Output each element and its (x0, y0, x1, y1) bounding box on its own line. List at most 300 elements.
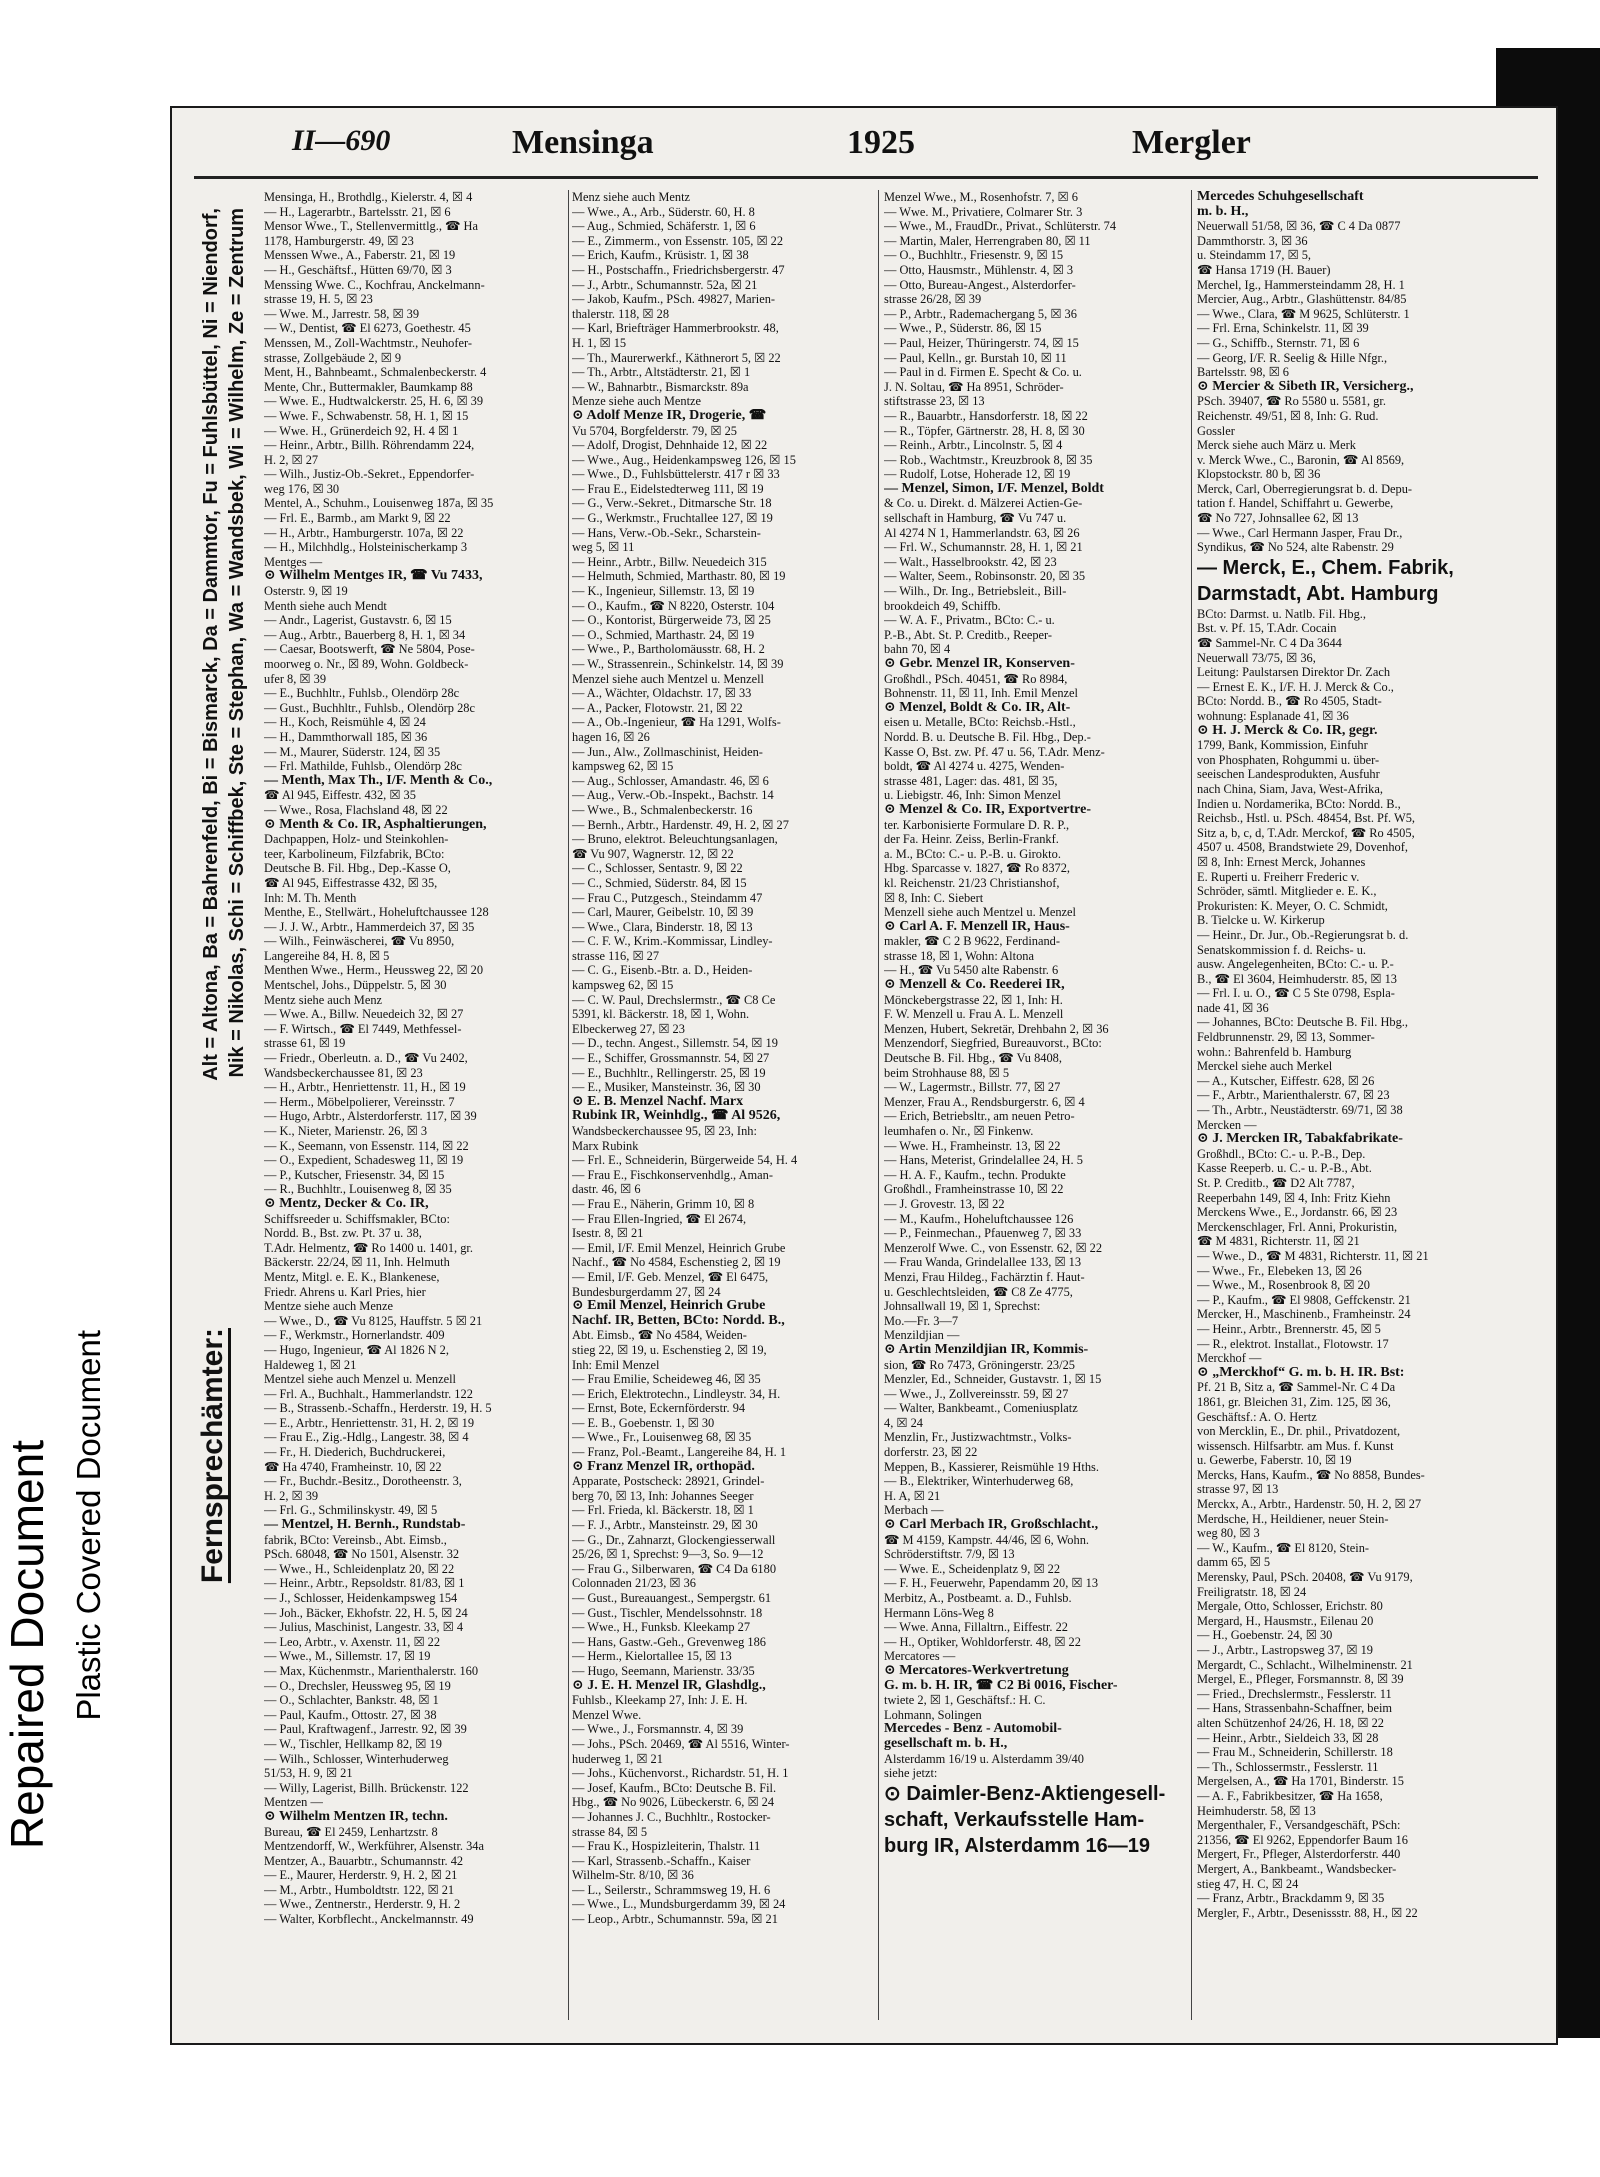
directory-entry: bahn 70, ☒ 4 (884, 642, 951, 657)
directory-entry: — Wwe., A., Arb., Süderstr. 60, H. 8 (572, 204, 755, 219)
directory-entry: ⊙ Carl Merbach IR, Großschlacht., (884, 1518, 1099, 1533)
directory-entry: Reeperbahn 149, ☒ 4, Inh: Fritz Kiehn (1197, 1190, 1391, 1205)
directory-entry: Abt. Eimsb., ☎ No 4584, Weiden- (572, 1328, 747, 1343)
directory-entry: schaft, Verkaufsstelle Ham- (884, 1808, 1145, 1831)
directory-entry: — Paul in d. Firmen E. Specht & Co. u. (884, 365, 1082, 380)
directory-entry: stiftstrasse 23, ☒ 13 (884, 394, 985, 409)
directory-entry: sion, ☎ Ro 7473, Gröningerstr. 23/25 (884, 1357, 1075, 1372)
directory-entry: 4, ☒ 24 (884, 1415, 923, 1430)
directory-entry: — Gust., Bureauangest., Sempergstr. 61 (572, 1591, 772, 1605)
directory-entry: Merckenschlager, Frl. Anni, Prokuristin, (1197, 1219, 1398, 1234)
directory-entry: — L., Seilerstr., Schrammsweg 19, H. 6 (572, 1882, 771, 1897)
directory-entry: Osterstr. 9, ☒ 19 (264, 584, 348, 599)
directory-entry: — Jakob, Kaufm., PSch. 49827, Marien- (572, 292, 776, 307)
directory-entry: — Wwe., Rosa, Flachsland 48, ☒ 22 (264, 802, 448, 817)
directory-entry: ⊙ J. E. H. Menzel IR, Glashdlg., (572, 1678, 766, 1693)
directory-entry: — Frau E., Näherin, Grimm 10, ☒ 8 (572, 1196, 755, 1211)
directory-entry: ☎ M 4159, Kampstr. 44/46, ☒ 6, Wohn. (884, 1532, 1089, 1547)
directory-entry: — Wwe., Fr., Louisenweg 68, ☒ 35 (572, 1430, 752, 1445)
directory-entry: — Wilh., Feinwäscherei, ☎ Vu 8950, (264, 934, 455, 949)
directory-entry: ⊙ Gebr. Menzel IR, Konserven- (884, 657, 1075, 671)
directory-entry: — O., Schlachter, Bankstr. 48, ☒ 1 (264, 1693, 439, 1708)
directory-entry: — Reinh., Arbtr., Lincolnstr. 5, ☒ 4 (884, 438, 1063, 453)
directory-entry: Langereihe 84, H. 8, ☒ 5 (264, 948, 390, 963)
directory-entry: 1799, Bank, Kommission, Einfuhr (1197, 738, 1368, 753)
directory-entry: — Wilh., Dr. Ing., Betriebsleit., Bill- (884, 584, 1067, 599)
directory-entry: — Herm., Kielortallee 15, ☒ 13 (572, 1649, 732, 1664)
page-header (172, 108, 1556, 170)
directory-entry: — E., Zimmerm., von Essenstr. 105, ☒ 22 (572, 233, 784, 248)
directory-entry: — Gust., Buchhltr., Fuhlsb., Olendörp 28c (264, 700, 475, 715)
directory-entry: J. N. Soltau, ☎ Ha 8951, Schröder- (884, 379, 1064, 394)
directory-entry: u. Geschlechtsleiden, ☎ C8 Ze 4775, (884, 1284, 1073, 1299)
first-entry-name: Mensinga (512, 124, 654, 161)
directory-entry: Mercier, Aug., Arbtr., Glashüttenstr. 84/85 (1197, 292, 1407, 307)
directory-entry: — B., Elektriker, Winterhuderweg 68, (884, 1474, 1074, 1489)
directory-entry: — Heinr., Arbtr., Repsoldstr. 81/83, ☒ 1 (264, 1576, 465, 1591)
directory-entry: Mentzendorff, W., Werkführer, Alsenstr. 34a (264, 1839, 484, 1854)
directory-entry: — Wwe. F., Schwabenstr. 58, H. 1, ☒ 15 (264, 408, 469, 423)
directory-entry: Nordd. B., Bst. zw. Pt. 37 u. 38, (264, 1226, 422, 1241)
phone-strip-line-a: Alt = Altona, Ba = Bahrenfeld, Bi = Bismarck, Da = Dammtor, Fu = Fuhlsbüttel, Ni = Niendorf, (200, 208, 222, 1081)
directory-entry: Inh: Emil Menzel (572, 1357, 660, 1372)
directory-entry: — Johannes J. C., Buchhltr., Rostocker- (572, 1809, 771, 1824)
directory-entry: — Hans, Meterist, Grindelallee 24, H. 5 (884, 1153, 1083, 1168)
directory-entry: Merckens Wwe., E., Jordanstr. 66, ☒ 23 (1197, 1205, 1398, 1220)
directory-entry: strasse, Zollgebäude 2, ☒ 9 (264, 350, 402, 365)
directory-entry: Merbitz, A., Postbeamt. a. D., Fuhlsb. (884, 1591, 1072, 1605)
directory-entry: — Menth, Max Th., I/F. Menth & Co., (264, 773, 493, 788)
directory-entry: Mergert, A., Bankbeamt., Wandsbecker- (1197, 1861, 1397, 1876)
directory-entry: Klopstockstr. 80 b, ☒ 36 (1197, 467, 1321, 482)
directory-entry: ⊙ Carl A. F. Menzell IR, Haus- (884, 919, 1070, 934)
directory-entry: — J., Arbtr., Lastropsweg 37, ☒ 19 (1197, 1643, 1373, 1657)
directory-entry: — O., Buchhltr., Friesenstr. 9, ☒ 15 (884, 248, 1064, 263)
directory-entry: Prokuristen: K. Meyer, O. C. Schmidt, (1197, 898, 1388, 913)
directory-entry: — Wwe. A., Billw. Neuedeich 32, ☒ 27 (264, 1007, 464, 1022)
directory-entry: wohnung: Esplanade 41, ☒ 36 (1197, 709, 1349, 723)
directory-entry: Menzen, Hubert, Sekretär, Drehbahn 2, ☒ 36 (884, 1021, 1109, 1036)
directory-entry: — Frl. I. u. O., ☎ C 5 Ste 0798, Espla- (1197, 986, 1395, 1001)
directory-entry: — Frau G., Silberwaren, ☎ C4 Da 6180 (572, 1561, 777, 1576)
directory-entry: — Wwe., Aug., Heidenkampsweg 126, ☒ 15 (572, 452, 796, 467)
directory-entry: — Bernh., Arbtr., Hardenstr. 49, H. 2, ☒ 27 (572, 817, 789, 832)
directory-entry: Bohnenstr. 11, ☒ 11, Inh. Emil Menzel (884, 686, 1078, 701)
directory-entry: Ment, H., Bahnbeamt., Schmalenbeckerstr. 4 (264, 365, 487, 380)
directory-entry: — Rudolf, Lotse, Hoherade 12, ☒ 19 (884, 467, 1071, 482)
directory-entry: Menssing Wwe. C., Kochfrau, Anckelmann- (264, 277, 485, 292)
directory-entry: B. Tielcke u. W. Kirkerup (1197, 913, 1325, 928)
directory-entry: Mentzer, A., Bauarbtr., Schumannstr. 42 (264, 1853, 464, 1868)
directory-year: 1925 (847, 124, 915, 161)
directory-entry: — Paul, Kelln., gr. Burstah 10, ☒ 11 (884, 350, 1067, 365)
directory-entry: von Mercklin, E., Dr. phil., Privatdozent, (1197, 1424, 1401, 1439)
directory-entry: — Otto, Bureau-Angest., Alsterdorfer- (884, 277, 1076, 292)
directory-entry: Mercks, Hans, Kaufm., ☎ No 8858, Bundes- (1197, 1467, 1425, 1482)
directory-entry: Menth siehe auch Mendt (264, 598, 387, 613)
directory-entry: Neuerwall 51/58, ☒ 36, ☎ C 4 Da 0877 (1197, 219, 1401, 234)
directory-entry: — Helmuth, Schmied, Marthastr. 80, ☒ 19 (572, 569, 786, 584)
directory-entry: 4507 u. 4508, Brandstwiete 29, Dovenhof, (1197, 840, 1408, 855)
directory-entry: — O., Kontorist, Bürgerweide 73, ☒ 25 (572, 613, 771, 628)
directory-entry: Bst. v. Pf. 15, T.Adr. Cocain (1197, 621, 1337, 636)
directory-entry: dorferstr. 23, ☒ 22 (884, 1445, 978, 1460)
directory-entry: kl. Reichenstr. 21/23 Christianshof, (884, 875, 1060, 890)
directory-entry: ⊙ Wilhelm Mentzen IR, techn. (264, 1809, 448, 1824)
directory-entry: — Frau E., Zig.-Hdlg., Langestr. 38, ☒ 4 (264, 1430, 469, 1445)
directory-entry: — Wwe., H., Schleidenplatz 20, ☒ 22 (264, 1561, 455, 1576)
directory-entry: — G., Schiffb., Sternstr. 71, ☒ 6 (1197, 335, 1360, 350)
directory-entry: — R., Bauarbtr., Hansdorferstr. 18, ☒ 22 (884, 408, 1088, 423)
directory-entry: — H., Goebenstr. 24, ☒ 30 (1197, 1628, 1333, 1643)
directory-entry: Mentzel siehe auch Menzel u. Menzell (264, 1372, 456, 1387)
directory-entry: Fuhlsb., Kleekamp 27, Inh: J. E. H. (572, 1693, 748, 1708)
directory-entry: makler, ☎ C 2 B 9622, Ferdinand- (884, 934, 1060, 949)
directory-entry: — Th., Arbtr., Neustädterstr. 69/71, ☒ 38 (1197, 1103, 1403, 1118)
directory-entry: — Hans, Strassenbahn-Schaffner, beim (1197, 1701, 1393, 1716)
directory-entry: — Emil, I/F. Geb. Menzel, ☎ El 6475, (572, 1269, 769, 1284)
directory-entry: Geschäftsf.: A. O. Hertz (1197, 1409, 1317, 1424)
directory-entry: — Heinr., Dr. Jur., Ob.-Regierungsrat b. d. (1197, 927, 1409, 942)
directory-entry: Sitz a, b, c, d, T.Adr. Merckof, ☎ Ro 4505, (1197, 825, 1415, 840)
directory-entry: hagen 16, ☒ 26 (572, 729, 650, 744)
directory-entry: Gossler (1197, 423, 1235, 438)
directory-entry: Inh: M. Th. Menth (264, 890, 357, 905)
directory-entry: Mergenthaler, F., Versandgeschäft, PSch: (1197, 1818, 1401, 1833)
directory-entry: — Georg, I/F. R. Seelig & Hille Nfgr., (1197, 350, 1388, 365)
directory-entry: — Carl, Maurer, Geibelstr. 10, ☒ 39 (572, 905, 754, 920)
directory-entry: Bundesburgerdamm 27, ☒ 24 (572, 1284, 721, 1299)
directory-entry: — Frau Wanda, Grindelallee 133, ☒ 13 (884, 1255, 1082, 1270)
directory-entry: — Frau C., Putzgesch., Steindamm 47 (572, 890, 763, 905)
directory-entry: a. M., BCto: C.- u. P.-B. u. Girokto. (884, 846, 1061, 861)
directory-entry: — O., Expedient, Schadesweg 11, ☒ 19 (264, 1153, 464, 1168)
directory-entry: H. 2, ☒ 39 (264, 1488, 319, 1503)
directory-entry: Mercedes Schuhgesellschaft (1197, 190, 1364, 204)
directory-entry: B., ☎ El 3604, Heimhuderstr. 85, ☒ 13 (1197, 971, 1397, 986)
directory-entry: moorweg o. Nr., ☒ 89, Wohn. Goldbeck- (264, 657, 469, 671)
directory-entry: — A., Wächter, Oldachstr. 17, ☒ 33 (572, 686, 752, 701)
directory-entry: — P., Kaufm., ☎ El 9808, Geffckenstr. 21 (1197, 1292, 1411, 1307)
directory-entry: ☎ M 4831, Richterstr. 11, ☒ 21 (1197, 1234, 1360, 1249)
directory-entry: stieg 22, ☒ 19, u. Eschenstieg 2, ☒ 19, (572, 1342, 767, 1357)
directory-entry: Mercker, H., Maschinenb., Framheinstr. 24 (1197, 1307, 1411, 1322)
directory-entry: 5391, kl. Bäckerstr. 18, ☒ 1, Wohn. (572, 1007, 750, 1022)
directory-page (172, 108, 1556, 2043)
directory-entry: Mo.—Fr. 3—7 (884, 1313, 959, 1328)
directory-entry: — Frl. G., Schmilinskystr. 49, ☒ 5 (264, 1503, 438, 1518)
directory-entry: — Frau Emilie, Scheideweg 46, ☒ 35 (572, 1372, 761, 1387)
directory-entry: ☎ Ha 4740, Framheinstr. 10, ☒ 22 (264, 1459, 442, 1474)
directory-entry: ☎ Al 945, Eiffestr. 432, ☒ 35 (264, 788, 416, 803)
directory-entry: Darmstadt, Abt. Hamburg (1197, 582, 1439, 605)
directory-entry: & Co. u. Direkt. d. Mälzerei Actien-Ge- (884, 496, 1083, 511)
directory-entry: F. W. Menzell u. Frau A. L. Menzell (884, 1007, 1064, 1022)
directory-entry: Hermann Löns-Weg 8 (884, 1605, 994, 1620)
directory-entry: strasse 481, Lager: das. 481, ☒ 35, (884, 773, 1058, 788)
directory-entry: P.-B., Abt. St. P. Creditb., Reeper- (884, 627, 1053, 642)
directory-entry: 1861, gr. Bleichen 31, Zim. 125, ☒ 36, (1197, 1394, 1391, 1409)
directory-entry: ⊙ „Merckhof“ G. m. b. H. IR. Bst: (1197, 1365, 1405, 1380)
directory-entry: — F., Werkmstr., Hornerlandstr. 409 (264, 1328, 445, 1343)
directory-entry: ⊙ Franz Menzel IR, orthopäd. (572, 1459, 755, 1474)
directory-entry: 21356, ☎ El 9262, Eppendorfer Baum 16 (1197, 1832, 1408, 1847)
directory-entry: — E., Arbtr., Henriettenstr. 31, H. 2, ☒ 19 (264, 1415, 475, 1430)
page-number: II—690 (292, 124, 391, 157)
directory-entry: — Adolf, Drogist, Dehnhaide 12, ☒ 22 (572, 438, 768, 453)
directory-entry: — Josef, Kaufm., BCto: Deutsche B. Fil. (572, 1780, 777, 1795)
header-rule (194, 176, 1538, 179)
directory-entry: Reichenstr. 49/51, ☒ 8, Inh: G. Rud. (1197, 408, 1379, 423)
directory-entry: — Th., Maurerwerkf., Käthnerort 5, ☒ 22 (572, 350, 781, 365)
directory-entry: — C. F. W., Krim.-Kommissar, Lindley- (572, 934, 773, 949)
directory-entry: — H., Postschaffn., Friedrichsbergerstr. 47 (572, 262, 785, 277)
directory-entry: — D., techn. Angest., Sillemstr. 54, ☒ 19 (572, 1036, 778, 1051)
directory-entry: — E., Maurer, Herderstr. 9, H. 2, ☒ 21 (264, 1868, 458, 1883)
directory-entry: — Martin, Maler, Herrengraben 80, ☒ 11 (884, 233, 1091, 248)
directory-entry: Menzi, Frau Hildeg., Fachärztin f. Haut- (884, 1269, 1085, 1284)
directory-entry: Reichsb., Hstl. u. PSch. 48454, Bst. Pf. W5, (1197, 811, 1415, 826)
directory-entry: — Frau K., Hospizleiterin, Thalstr. 11 (572, 1839, 761, 1854)
directory-entry: — Th., Arbtr., Altstädterstr. 21, ☒ 1 (572, 365, 751, 380)
directory-entry: — Gust., Tischler, Mendelssohnstr. 18 (572, 1605, 763, 1620)
directory-entry: — Walter, Korbflecht., Anckelmannstr. 49 (264, 1912, 474, 1927)
directory-entry: Menzel Wwe. (572, 1707, 642, 1722)
directory-entry: — Joh., Bäcker, Ekhofstr. 22, H. 5, ☒ 24 (264, 1605, 468, 1620)
directory-entry: Alsterdamm 16/19 u. Alsterdamm 39/40 (884, 1751, 1084, 1766)
directory-entry: Nachf. IR, Betten, BCto: Nordd. B., (572, 1313, 785, 1328)
directory-entry: Schröder, sämtl. Mitglieder e. E. K., (1197, 884, 1377, 899)
directory-entry: Freiligratstr. 18, ☒ 24 (1197, 1584, 1307, 1599)
directory-entry: Schiffsreeder u. Schiffsmakler, BCto: (264, 1211, 450, 1226)
phone-strip-line-b: Nik = Nikolas, Schi = Schiffbek, Ste = Stephan, Wa = Wandsbek, Wi = Wilhelm, Ze = Zentrum (226, 208, 248, 1078)
directory-entry: ⊙ H. J. Merck & Co. IR, gegr. (1197, 723, 1378, 738)
directory-entry: — Aug., Schmied, Schäferstr. 1, ☒ 6 (572, 219, 756, 234)
directory-entry: 51/53, H. 9, ☒ 21 (264, 1766, 353, 1781)
directory-entry: — H., Optiker, Wohldorferstr. 48, ☒ 22 (884, 1634, 1081, 1649)
directory-entry: Schröderstiftstr. 7/9, ☒ 13 (884, 1547, 1015, 1562)
directory-entry: — Wwe., P., Bartholomäusstr. 68, H. 2 (572, 642, 765, 657)
directory-entry: — G., Werkmstr., Fruchtallee 127, ☒ 19 (572, 511, 773, 526)
directory-entry: tation f. Handel, Schiffahrt u. Gewerbe, (1197, 496, 1394, 511)
directory-entry: Wandsbeckerchaussee 95, ☒ 23, Inh: (572, 1124, 757, 1138)
directory-entry: ⊙ Menzel, Boldt & Co. IR, Alt- (884, 700, 1071, 715)
directory-entry: — G., Verw.-Sekret., Ditmarsche Str. 18 (572, 496, 772, 511)
directory-entry: Deutsche B. Fil. Hbg., Dep.-Kasse O, (264, 861, 451, 876)
column-divider (568, 190, 569, 2020)
directory-entry: Menzildjian — (884, 1328, 960, 1343)
directory-entry: — Frl. E., Schneiderin, Bürgerweide 54, H. 4 (572, 1153, 798, 1168)
directory-entry: Menssen, M., Zoll-Wachtmstr., Neuhofer- (264, 335, 472, 350)
directory-entry: Neuerwall 73/75, ☒ 36, (1197, 650, 1316, 665)
directory-entry: — H., Arbtr., Hamburgerstr. 107a, ☒ 22 (264, 525, 464, 540)
directory-entry: 1178, Hamburgerstr. 49, ☒ 23 (264, 233, 414, 248)
directory-entry: Dachpappen, Holz- und Steinkohlen- (264, 832, 449, 847)
directory-entry: — H., Koch, Reismühle 4, ☒ 24 (264, 715, 426, 730)
directory-entry: thalerstr. 118, ☒ 28 (572, 306, 670, 321)
directory-entry: seeischen Landesprodukten, Ausfuhr (1197, 767, 1380, 782)
directory-entry: Mergelsen, A., ☎ Ha 1701, Binderstr. 15 (1197, 1774, 1404, 1789)
directory-entry: — Erich, Kaufm., Krüsistr. 1, ☒ 38 (572, 248, 749, 263)
last-entry-name: Mergler (1132, 124, 1251, 161)
directory-entry: — O., Drechsler, Heussweg 95, ☒ 19 (264, 1678, 451, 1693)
directory-entry: — Erich, Betriebsltr., am neuen Petro- (884, 1109, 1075, 1124)
directory-entry: — Fr., H. Diederich, Buchdruckerei, (264, 1445, 446, 1460)
directory-entry: — Friedr., Oberleutn. a. D., ☎ Vu 2402, (264, 1051, 468, 1066)
directory-entry: — O., Schmied, Marthastr. 24, ☒ 19 (572, 627, 755, 642)
directory-entry: — R., Töpfer, Gärtnerstr. 28, H. 8, ☒ 30 (884, 423, 1085, 438)
directory-entry: — Frl. E., Barmb., am Markt 9, ☒ 22 (264, 511, 451, 526)
directory-entry: ⊙ Mentz, Decker & Co. IR, (264, 1196, 429, 1211)
directory-entry: Friedr. Ahrens u. Karl Pries, hier (264, 1284, 426, 1299)
directory-entry: — Willy, Lagerist, Billh. Brückenstr. 122 (264, 1780, 469, 1795)
directory-entry: — Hugo, Ingenieur, ☎ Al 1826 N 2, (264, 1342, 449, 1357)
directory-entry: — Frau M., Schneiderin, Schillerstr. 18 (1197, 1745, 1393, 1760)
directory-entry: Mentzen — (264, 1795, 323, 1810)
directory-entry: — Aug., Schlosser, Amandastr. 46, ☒ 6 (572, 773, 769, 788)
directory-entry: siehe jetzt: (884, 1766, 938, 1781)
directory-entry: Menzendorf, Siegfried, Bureauvorst., BCto: (884, 1036, 1102, 1051)
directory-entry: m. b. H., (1197, 204, 1249, 219)
directory-entry: Mentschel, Johs., Düppelstr. 5, ☒ 30 (264, 978, 447, 993)
directory-entry: — F. H., Feuerwehr, Papendamm 20, ☒ 13 (884, 1576, 1099, 1591)
directory-entry: Meppen, B., Kassierer, Reismühle 19 Hths. (884, 1459, 1099, 1474)
directory-entry: — A., Packer, Flotowstr. 21, ☒ 22 (572, 700, 743, 715)
directory-entry: — Wwe. M., Privatiere, Colmarer Str. 3 (884, 204, 1083, 219)
directory-entry: Merensky, Paul, PSch. 20408, ☎ Vu 9179, (1197, 1570, 1413, 1585)
directory-entry: ☎ Sammel-Nr. C 4 Da 3644 (1197, 636, 1342, 651)
directory-entry: Menzel siehe auch Mentzel u. Menzell (572, 671, 764, 686)
directory-entry: — Wwe., D., Fuhlsbüttelerstr. 417 r ☒ 33 (572, 467, 780, 482)
directory-entry: Menzler, Ed., Schneider, Gustavstr. 1, ☒ 15 (884, 1372, 1102, 1387)
directory-entry: — A. F., Fabrikbesitzer, ☎ Ha 1658, (1197, 1788, 1383, 1803)
directory-entry: brookdeich 49, Schiffb. (884, 598, 1001, 613)
directory-entry: Pf. 21 B, Sitz a, ☎ Sammel-Nr. C 4 Da (1197, 1380, 1396, 1395)
directory-entry: — F., Arbtr., Marienthalerstr. 67, ☒ 23 (1197, 1088, 1390, 1103)
directory-entry: Mentz siehe auch Menz (264, 992, 383, 1007)
directory-entry: — Wwe., M., FraudDr., Privat., Schlüterstr. 74 (884, 219, 1117, 234)
directory-entry: nade 41, ☒ 36 (1197, 1000, 1269, 1015)
directory-entry: Nordd. B. u. Deutsche B. Fil. Hbg., Dep.- (884, 729, 1091, 744)
directory-entry: Menzer, Frau A., Rendsburgerstr. 6, ☒ 4 (884, 1094, 1085, 1109)
directory-entry: E. Ruperti u. Freiherr Frederic v. (1197, 869, 1360, 884)
directory-entry: PSch. 68048, ☎ No 1501, Alsenstr. 32 (264, 1547, 460, 1562)
directory-entry: Merck siehe auch März u. Merk (1197, 438, 1356, 453)
directory-entry: ⊙ Menth & Co. IR, Asphaltierungen, (264, 817, 487, 832)
directory-entry: — Wwe., D., ☎ M 4831, Richterstr. 11, ☒ 21 (1197, 1248, 1429, 1263)
directory-entry: — K., Ingenieur, Sillemstr. 13, ☒ 19 (572, 584, 755, 599)
directory-entry: strasse 116, ☒ 27 (572, 948, 660, 963)
directory-entry: ⊙ Daimler-Benz-Aktiengesell- (884, 1782, 1166, 1805)
directory-column-3 (884, 190, 1187, 2030)
directory-entry: von Phosphaten, Rohgummi u. über- (1197, 752, 1380, 767)
directory-entry: — Mentzel, H. Bernh., Rundstab- (264, 1518, 466, 1533)
directory-entry: — Wwe. E., Scheidenplatz 9, ☒ 22 (884, 1561, 1061, 1576)
directory-entry: — Frl. Mathilde, Fuhlsb., Olendörp 28c (264, 759, 462, 774)
directory-entry: Merckel siehe auch Merkel (1197, 1059, 1333, 1074)
directory-entry: Isestr. 8, ☒ 21 (572, 1226, 644, 1241)
directory-entry: Menze siehe auch Mentze (572, 394, 702, 409)
column-divider (878, 190, 879, 2020)
directory-entry: wohn.: Bahrenfeld b. Hamburg (1197, 1044, 1352, 1059)
directory-entry: — Walter, Bankbeamt., Comeniusplatz (884, 1401, 1078, 1416)
directory-entry: strasse 18, ☒ 1, Wohn: Altona (884, 948, 1034, 963)
directory-entry: Bäckerstr. 22/24, ☒ 11, Inh. Helmuth (264, 1255, 450, 1270)
directory-entry: — K., Nieter, Marienstr. 26, ☒ 3 (264, 1124, 428, 1138)
directory-entry: burg IR, Alsterdamm 16—19 (884, 1834, 1151, 1857)
directory-column-1 (264, 190, 564, 2030)
directory-entry: — M., Maurer, Süderstr. 124, ☒ 35 (264, 744, 441, 759)
directory-entry: — H., Lagerarbtr., Bartelsstr. 21, ☒ 6 (264, 204, 451, 219)
directory-entry: Leitung: Paulstarsen Direktor Dr. Zach (1197, 665, 1391, 680)
directory-entry: Senatskommission f. d. Reichs- u. (1197, 942, 1366, 957)
directory-entry: — P., Arbtr., Rademachergang 5, ☒ 36 (884, 306, 1077, 321)
directory-entry: Colonnaden 21/23, ☒ 36 (572, 1576, 696, 1591)
directory-entry: — Heinr., Arbtr., Billw. Neuedeich 315 (572, 554, 767, 569)
directory-entry: gesellschaft m. b. H., (884, 1736, 1008, 1751)
directory-entry: — C., Schlosser, Sentastr. 9, ☒ 22 (572, 861, 743, 876)
directory-entry: — W., Lagermstr., Billstr. 77, ☒ 27 (884, 1080, 1061, 1095)
directory-entry: H. 1, ☒ 15 (572, 335, 627, 350)
directory-entry: — Jun., Alw., Zollmaschinist, Heiden- (572, 744, 763, 759)
directory-entry: — W., Bahnarbtr., Bismarckstr. 89a (572, 379, 749, 394)
directory-entry: Hbg., ☎ No 9026, Lübeckerstr. 6, ☒ 24 (572, 1795, 775, 1810)
directory-column-4 (1197, 190, 1497, 2030)
directory-entry: — Franz, Pol.-Beamt., Langereihe 84, H. 1 (572, 1445, 787, 1460)
directory-entry: ☎ No 727, Johnsallee 62, ☒ 13 (1197, 511, 1359, 526)
directory-entry: Kasse Reeperb. u. C.- u. P.-B., Abt. (1197, 1161, 1372, 1176)
directory-entry: weg 176, ☒ 30 (264, 481, 340, 496)
directory-entry: — E. B., Goebenstr. 1, ☒ 30 (572, 1415, 715, 1430)
directory-entry: ☒ 8, Inh: Ernest Merck, Johannes (1197, 854, 1366, 869)
directory-entry: — W., Strassenrein., Schinkelstr. 14, ☒ 39 (572, 657, 784, 671)
directory-entry: — H., Arbtr., Henriettenstr. 11, H., ☒ 19 (264, 1080, 466, 1095)
directory-entry: — W., Dentist, ☎ El 6273, Goethestr. 45 (264, 321, 471, 336)
directory-entry: strasse 26/28, ☒ 39 (884, 292, 982, 307)
directory-entry: — Wilh., Schlosser, Winterhuderweg (264, 1751, 449, 1766)
directory-entry: — Frau E., Eidelstedterweg 111, ☒ 19 (572, 481, 764, 496)
directory-entry: — J., Schlosser, Heidenkampsweg 154 (264, 1591, 458, 1605)
directory-entry: — Frl. A., Buchhalt., Hammerlandstr. 122 (264, 1386, 473, 1401)
directory-entry: ufer 8, ☒ 39 (264, 671, 327, 686)
directory-entry: St. P. Creditb., ☎ D2 Alt 7787, (1197, 1176, 1355, 1190)
directory-entry: ⊙ Artin Menzildjian IR, Kommis- (884, 1342, 1089, 1357)
directory-entry: dastr. 46, ☒ 6 (572, 1182, 641, 1197)
directory-entry: ⊙ Menzell & Co. Reederei IR, (884, 978, 1065, 993)
directory-entry: — Leo, Arbtr., v. Axenstr. 11, ☒ 22 (264, 1634, 441, 1649)
directory-entry: Mergel, E., Pfleger, Forsmannstr. 8, ☒ 39 (1197, 1672, 1404, 1687)
directory-entry: beim Strohhause 88, ☒ 5 (884, 1065, 1010, 1080)
directory-entry: — Aug., Arbtr., Bauerberg 8, H. 1, ☒ 34 (264, 627, 466, 642)
directory-entry: — Wwe., B., Schmalenbeckerstr. 16 (572, 802, 753, 817)
directory-entry: — Erich, Elektrotechn., Lindleystr. 34, H. (572, 1386, 781, 1401)
directory-entry: ter. Karbonisierte Formulare D. R. P., (884, 817, 1070, 832)
directory-entry: — J., Arbtr., Schumannstr. 52a, ☒ 21 (572, 277, 758, 292)
directory-entry: nach China, Siam, Java, West-Afrika, (1197, 781, 1383, 796)
directory-entry: — Andr., Lagerist, Gustavstr. 6, ☒ 15 (264, 613, 452, 628)
directory-entry: — Franz, Arbtr., Brackdamm 9, ☒ 35 (1197, 1891, 1385, 1906)
directory-entry: — Wwe. Anna, Fillaltrn., Eiffestr. 22 (884, 1620, 1069, 1635)
directory-entry: ☒ 8, Inh: C. Siebert (884, 890, 984, 905)
directory-entry: Merck, Carl, Oberregierungsrat b. d. Depu- (1197, 481, 1413, 496)
directory-entry: eisen u. Metalle, BCto: Reichsb.-Hstl., (884, 715, 1076, 730)
directory-entry: ⊙ Adolf Menze IR, Drogerie, ☎ (572, 408, 767, 423)
directory-entry: — Otto, Hausmstr., Mühlenstr. 4, ☒ 3 (884, 262, 1074, 277)
directory-entry: — E., Buchhltr., Fuhlsb., Olendörp 28c (264, 686, 460, 701)
directory-entry: Menzel Wwe., M., Rosenhofstr. 7, ☒ 6 (884, 190, 1078, 204)
phone-exchange-strip (192, 188, 252, 1948)
directory-entry: ⊙ Wilhelm Mentges IR, ☎ Vu 7433, (264, 569, 483, 584)
